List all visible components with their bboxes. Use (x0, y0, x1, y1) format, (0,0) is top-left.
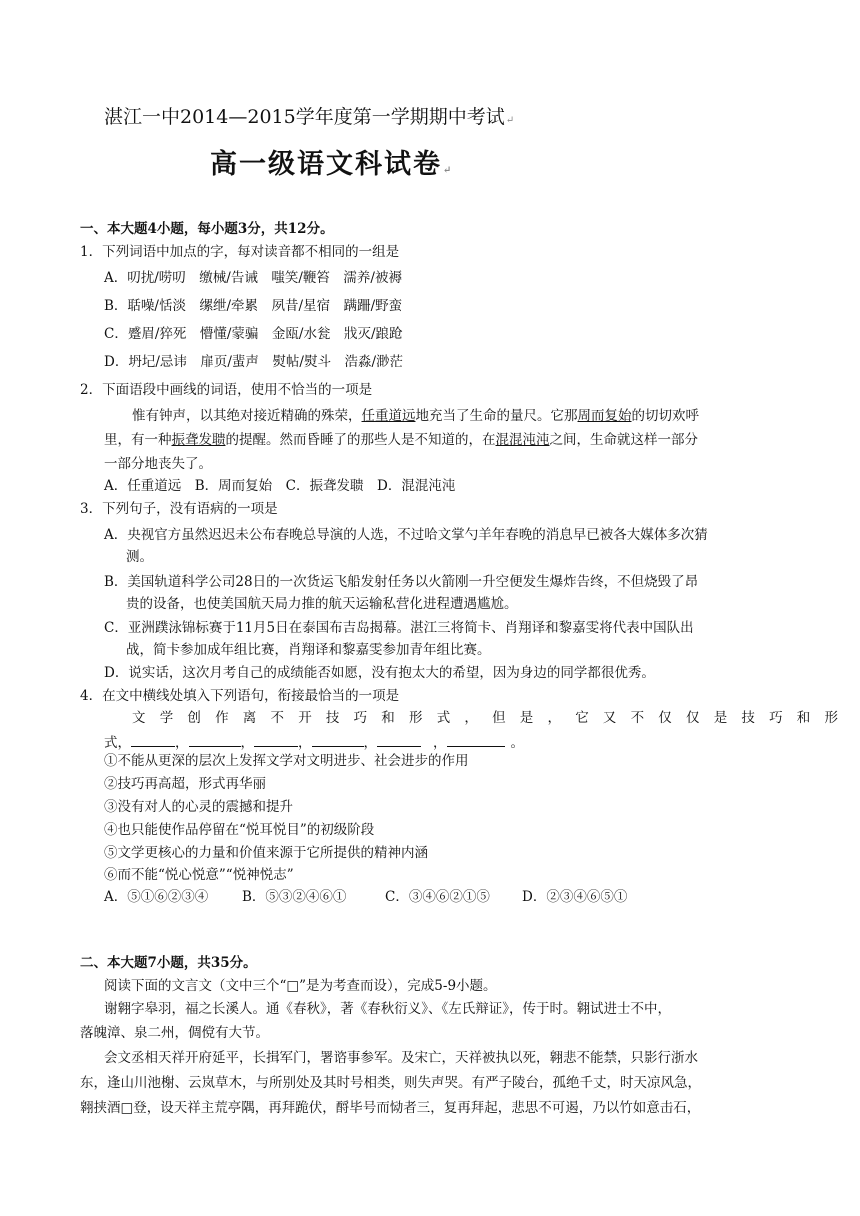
exam-title: 高一级语文科试卷↵ (210, 149, 454, 180)
q4-option-d: D．②③④⑥⑤① (522, 889, 628, 905)
underlined-phrase: 周而复始 (577, 408, 632, 424)
passage-p1-line1: 谢翱字皋羽，福之长溪人。通《春秋》，著《春秋衍义》、《左氏辩证》，传于时。翱试进士不中， (104, 1001, 671, 1017)
section2-heading: 二、本大题7小题，共35分。 (80, 955, 257, 971)
q1-option-d: D．坍圮/忌讳 扉页/蜚声 熨帖/熨斗 浩淼/渺茫 (104, 354, 404, 370)
q1-option-c: C．蹙眉/猝死 懵懂/蒙骗 金瓯/水瓮 戕灭/踉跄 (104, 326, 403, 342)
q2-passage-line2: 里，有一种振聋发聩的提醒。然而昏睡了的那些人是不知道的，在混混沌沌之间，生命就这样一部分 (104, 432, 698, 448)
q2-stem: 2．下面语段中画线的词语，使用不恰当的一项是 (80, 382, 373, 398)
q3-option-b: B．美国轨道科学公司28日的一次货运飞船发射任务以火箭刚一升空便发生爆炸告终，不但烧毁了昂 (104, 574, 699, 590)
q3-option-b-cont: 贵的设备，也使美国航天局力推的航天运输私营化进程遭遇尴尬。 (126, 596, 518, 612)
q4-passage-line2: 式， ， ， ， ， ， 。 (104, 732, 524, 753)
underlined-phrase: 混混沌沌 (495, 432, 550, 448)
answer-blank (377, 732, 421, 747)
q1-option-b: B．聒噪/恬淡 缧绁/牵累 夙昔/星宿 蹒跚/野蛮 (104, 298, 403, 314)
section1-heading: 一、本大题4小题，每小题3分，共12分。 (80, 221, 334, 237)
q1-stem: 1．下列词语中加点的字，每对读音都不相同的一组是 (80, 244, 400, 260)
underlined-phrase: 振聋发聩 (171, 432, 226, 448)
passage-p1-line2: 落魄漳、泉二州，倜傥有大节。 (80, 1025, 269, 1041)
answer-blank (131, 732, 175, 747)
answer-blank (189, 732, 241, 747)
passage-p2-line2: 东，逢山川池榭、云岚草木，与所别处及其时号相类，则失声哭。有严子陵台，孤绝千丈，时天凉风急， (80, 1075, 701, 1091)
return-mark: ↵ (443, 165, 454, 176)
return-mark: ↵ (505, 115, 515, 126)
answer-blank (254, 732, 298, 747)
exam-subtitle: 湛江一中2014—2015学年度第一学期期中考试↵ (104, 106, 515, 128)
reading-intro: 阅读下面的文言文（文中三个“□”是为考查而设），完成5-9小题。 (104, 978, 497, 994)
q4-item-5: ⑤文学更核心的力量和价值来源于它所提供的精神内涵 (104, 845, 428, 861)
q3-option-a-cont: 测。 (126, 549, 153, 565)
q4-option-b: B．⑤③②④⑥① (242, 889, 347, 905)
q4-option-a: A．⑤①⑥②③④ (104, 889, 209, 905)
q3-option-c-cont: 战，简卡参加成年组比赛，肖翔译和黎嘉雯参加青年组比赛。 (126, 642, 491, 658)
q4-passage-line1: 文学创作离不开技巧和形式，但是，它又不仅仅是技巧和形 (132, 710, 853, 726)
q3-option-c: C．亚洲蹼泳锦标赛于11月5日在泰国布吉岛揭幕。湛江三将简卡、肖翔译和黎嘉雯将代表中国队出 (104, 620, 694, 636)
q4-stem: 4．在文中横线处填入下列语句，衔接最恰当的一项是 (80, 688, 400, 704)
q4-item-3: ③没有对人的心灵的震撼和提升 (104, 799, 293, 815)
q2-passage-line3: 一部分地丧失了。 (104, 456, 212, 472)
q4-item-6: ⑥而不能“悦心悦意”“悦神悦志” (104, 867, 294, 883)
q4-item-1: ①不能从更深的层次上发挥文学对文明进步、社会进步的作用 (104, 753, 469, 769)
q4-item-2: ②技巧再高超，形式再华丽 (104, 776, 266, 792)
passage-p2-line3: 翱挟酒□登，设天祥主荒亭隅，再拜跪伏，酹毕号而恸者三，复再拜起，悲思不可遏，乃以竹如意击石， (80, 1100, 701, 1116)
q2-options: A．任重道远 B．周而复始 C．振聋发聩 D．混混沌沌 (104, 478, 456, 494)
q3-option-a: A．央视官方虽然迟迟未公布春晚总导演的人选，不过哈文掌勺羊年春晚的消息早已被各大媒体多次猜 (104, 527, 708, 543)
q4-option-c: C．③④⑥②①⑤ (385, 889, 490, 905)
passage-p2-line1: 会文丞相天祥开府延平，长揖军门，署谘事参军。及宋亡，天祥被执以死，翱悲不能禁，只影行浙水 (104, 1050, 698, 1066)
underlined-phrase: 任重道远 (361, 408, 416, 424)
q1-option-a: A．叨扰/唠叨 缴械/告诫 嗤笑/鞭笞 濡养/被褥 (104, 270, 402, 286)
q3-stem: 3．下列句子，没有语病的一项是 (80, 501, 278, 517)
q3-option-d: D．说实话，这次月考自己的成绩能否如愿，没有抱太大的希望，因为身边的同学都很优秀。 (104, 665, 655, 681)
answer-blank (312, 732, 364, 747)
q2-passage-line1: 惟有钟声，以其绝对接近精确的殊荣，任重道远地充当了生命的量尺。它那周而复始的切切欢呼 (132, 408, 699, 424)
answer-blank (447, 732, 505, 747)
q4-item-4: ④也只能使作品停留在“悦耳悦目”的初级阶段 (104, 822, 375, 838)
